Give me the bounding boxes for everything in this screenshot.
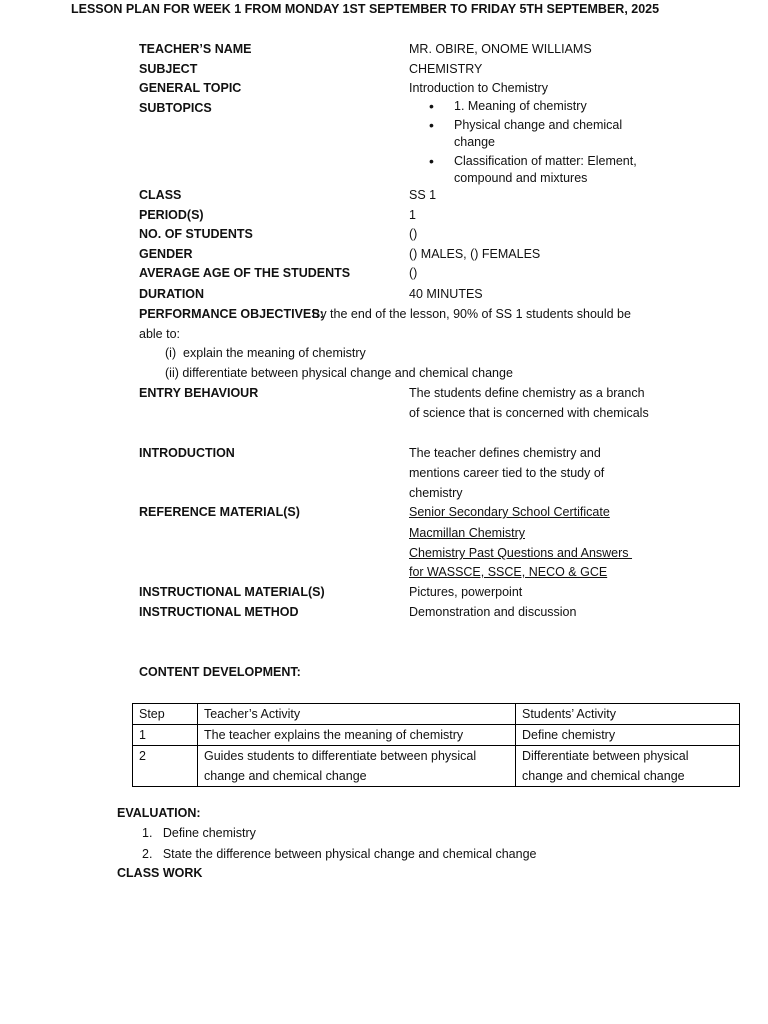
reference-item: Macmillan Chemistry: [409, 526, 525, 540]
evaluation-item: 1. Define chemistry: [142, 826, 256, 840]
table-header-row: [133, 704, 740, 725]
table-header-cell: Step: [133, 704, 198, 725]
table-cell: The teacher explains the meaning of chemistry: [198, 725, 516, 746]
evaluation-heading: EVALUATION:: [117, 806, 201, 820]
general-topic-label: GENERAL TOPIC: [139, 81, 242, 95]
periods-value: 1: [409, 208, 416, 222]
instructional-method-label: INSTRUCTIONAL METHOD: [139, 605, 299, 619]
entry-behaviour-label: ENTRY BEHAVIOUR: [139, 386, 259, 400]
table-row: [133, 746, 740, 787]
bullet-icon: •: [429, 116, 434, 133]
table-row: [133, 725, 740, 746]
gender-label: GENDER: [139, 247, 193, 261]
periods-label: PERIOD(S): [139, 208, 204, 222]
introduction-label: INTRODUCTION: [139, 446, 235, 460]
table-header-cell: Teacher’s Activity: [198, 704, 516, 725]
students-value: (): [409, 227, 418, 241]
table-cell: Guides students to differentiate between physical change and chemical change: [198, 746, 516, 787]
general-topic-value: Introduction to Chemistry: [409, 81, 548, 95]
evaluation-item: 2. State the difference between physical change and chemical change: [142, 847, 537, 861]
instructional-materials-value: Pictures, powerpoint: [409, 585, 523, 599]
teacher-name-value: MR. OBIRE, ONOME WILLIAMS: [409, 42, 592, 56]
table-cell: Differentiate between physical change and chemical change: [516, 746, 740, 787]
duration-label: DURATION: [139, 287, 205, 301]
reference-materials-label: REFERENCE MATERIAL(S): [139, 505, 300, 519]
instructional-materials-label: INSTRUCTIONAL MATERIAL(S): [139, 585, 325, 599]
objective-item: (ii) differentiate between physical change and chemical change: [165, 366, 513, 380]
bullet-icon: •: [429, 152, 434, 169]
reference-item: Chemistry Past Questions and Answers: [409, 546, 633, 560]
objective-item: (i) explain the meaning of chemistry: [165, 346, 366, 360]
table-cell: 1: [133, 725, 198, 746]
subtopics-label: SUBTOPICS: [139, 101, 212, 115]
reference-item: for WASSCE, SSCE, NECO & GCE: [409, 565, 608, 579]
average-age-value: (): [409, 266, 418, 280]
average-age-label: AVERAGE AGE OF THE STUDENTS: [139, 266, 351, 280]
performance-objectives-label: PERFORMANCE OBJECTIVES:: [139, 307, 324, 321]
teacher-name-label: TEACHER’S NAME: [139, 42, 252, 56]
instructional-method-value: Demonstration and discussion: [409, 605, 577, 619]
performance-objectives-text: By the end of the lesson, 90% of SS 1 students should be: [312, 307, 631, 321]
list-item: [409, 153, 649, 188]
reference-item: Senior Secondary School Certificate: [409, 505, 610, 519]
table-cell: 2: [133, 746, 198, 787]
list-item: [409, 117, 649, 152]
content-development-table: [132, 703, 740, 787]
subtopic-text: Physical change and chemical change: [454, 117, 623, 149]
list-item: [409, 98, 649, 116]
content-development-heading: CONTENT DEVELOPMENT:: [139, 665, 301, 679]
subtopic-text: Classification of matter: Element, compound and mixtures: [454, 153, 637, 185]
students-label: NO. OF STUDENTS: [139, 227, 253, 241]
duration-value: 40 MINUTES: [409, 287, 483, 301]
class-value: SS 1: [409, 188, 437, 202]
entry-behaviour-value: The students define chemistry as a branch of science that is concerned with chemicals: [409, 386, 649, 420]
class-label: CLASS: [139, 188, 182, 202]
subject-label: SUBJECT: [139, 62, 198, 76]
gender-value: () MALES, () FEMALES: [409, 247, 541, 261]
performance-objectives-text-cont: able to:: [139, 327, 181, 341]
introduction-value: The teacher defines chemistry and mentions career tied to the study of chemistry: [409, 446, 605, 500]
subject-value: CHEMISTRY: [409, 62, 483, 76]
table-header-cell: Students’ Activity: [516, 704, 740, 725]
subtopics-list: [409, 98, 649, 189]
bullet-icon: •: [429, 98, 434, 114]
table-cell: Define chemistry: [516, 725, 740, 746]
subtopic-text: 1. Meaning of chemistry: [454, 99, 587, 113]
document-title: LESSON PLAN FOR WEEK 1 FROM MONDAY 1ST SEPTEMBER TO FRIDAY 5TH SEPTEMBER, 2025: [71, 2, 660, 16]
class-work-heading: CLASS WORK: [117, 866, 203, 880]
